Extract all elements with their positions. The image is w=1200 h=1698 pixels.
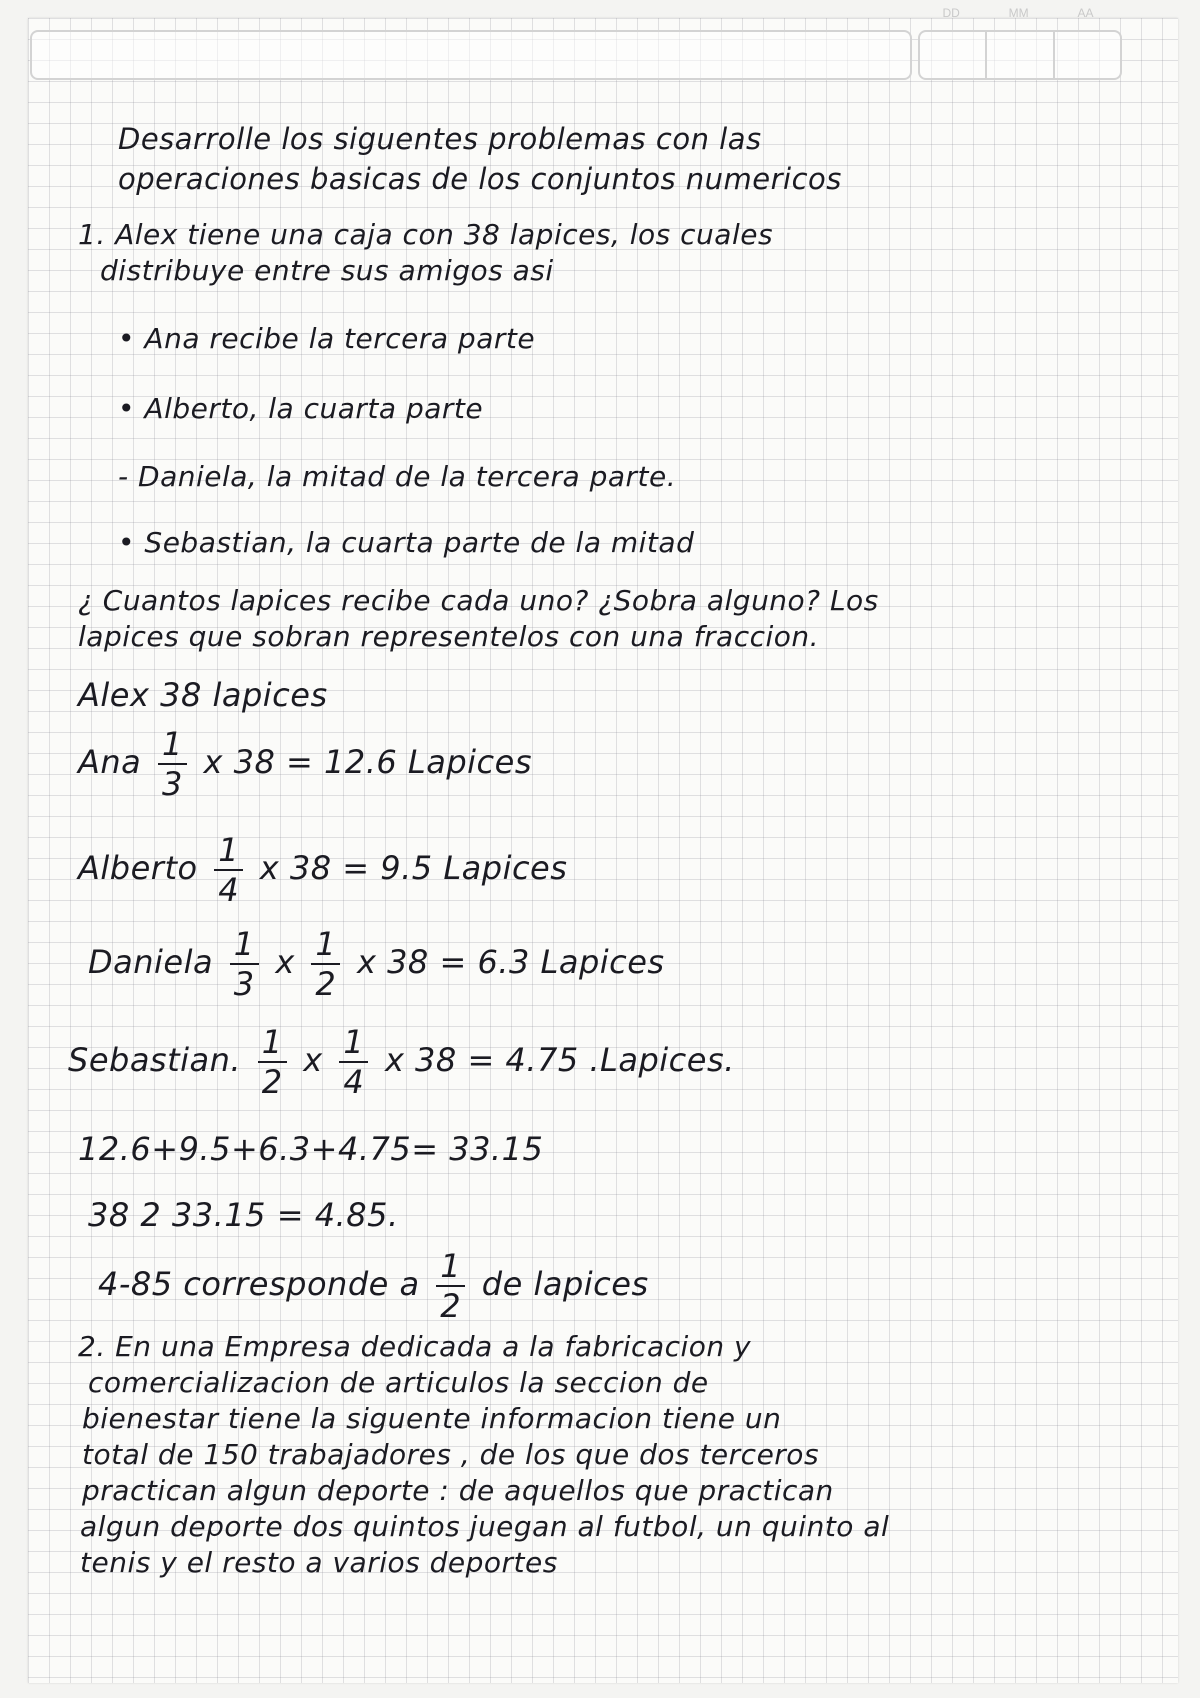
problem2-line-7: tenis y el resto a varios deportes [80,1546,558,1579]
question-line-1: ¿ Cuantos lapices recibe cada uno? ¿Sobra alguno? Los [78,584,879,617]
problem2-line-4: total de 150 trabajadores , de los que dos terceros [82,1438,820,1471]
problem2-line-2: comercializacion de articulos la seccion de [88,1366,709,1399]
bullet-ana: • Ana recibe la tercera parte [118,322,536,355]
ana-fraction [158,725,187,803]
daniela-operator: x [275,943,295,981]
alberto-fraction-den: 4 [218,871,240,909]
alex-line: Alex 38 lapices [78,676,328,714]
daniela-result: x 38 = 6.3 Lapices [356,943,665,981]
problem2-line-1: 2. En una Empresa dedicada a la fabricacion y [78,1330,752,1363]
problem2-line-3: bienestar tiene la siguente informacion tiene un [82,1402,782,1435]
sebastian-fraction-1 [258,1023,287,1101]
date-label-year: AA [1077,6,1094,20]
sebastian-fraction-1-den: 2 [261,1063,283,1101]
daniela-name: Daniela [88,943,214,981]
sebastian-fraction-2 [339,1023,368,1101]
intro-line-1: Desarrolle los siguentes problemas con las [118,122,762,156]
problem1-statement-1: 1. Alex tiene una caja con 38 lapices, los cuales [78,218,774,251]
daniela-fraction-1 [230,925,259,1003]
bullet-alberto: • Alberto, la cuarta parte [118,392,484,425]
intro-line-2: operaciones basicas de los conjuntos numericos [118,162,842,196]
ana-equation [78,725,532,803]
remainder-line [98,1247,649,1325]
daniela-fraction-2-num: 1 [315,925,337,963]
remainder-unit: de lapices [481,1265,649,1303]
problem2-line-5: practican algun deporte : de aquellos que practican [82,1474,834,1507]
sebastian-name: Sebastian. [68,1041,242,1079]
date-labels [918,6,1118,20]
alberto-result: x 38 = 9.5 Lapices [259,849,568,887]
ana-name: Ana [78,743,142,781]
alberto-name: Alberto [78,849,198,887]
date-cell-day [920,32,985,78]
daniela-fraction-2-den: 2 [315,965,337,1003]
header-title-box [30,30,912,80]
question-line-2: lapices que sobran representelos con una fraccion. [78,620,820,653]
sebastian-result: x 38 = 4.75 .Lapices. [384,1041,735,1079]
date-cell-year [1053,32,1120,78]
sebastian-equation [68,1023,735,1101]
subtraction-line: 38 2 33.15 = 4.85. [88,1196,399,1234]
alberto-fraction [214,831,243,909]
remainder-text: 4-85 corresponde a [98,1265,420,1303]
problem1-statement-2: distribuye entre sus amigos asi [100,254,554,287]
remainder-fraction [436,1247,465,1325]
date-cell-month [985,32,1052,78]
date-label-month: MM [1008,6,1029,20]
date-label-day: DD [942,6,960,20]
remainder-fraction-den: 2 [440,1287,462,1325]
header-date-box [918,30,1122,80]
daniela-fraction-2 [311,925,340,1003]
sum-line: 12.6+9.5+6.3+4.75= 33.15 [78,1130,544,1168]
alberto-equation [78,831,568,909]
problem2-line-6: algun deporte dos quintos juegan al futbol, un quinto al [80,1510,890,1543]
ana-fraction-den: 3 [161,765,183,803]
bullet-sebastian: • Sebastian, la cuarta parte de la mitad [118,526,695,559]
daniela-fraction-1-num: 1 [233,925,255,963]
ana-result: x 38 = 12.6 Lapices [203,743,532,781]
sebastian-operator: x [303,1041,323,1079]
daniela-fraction-1-den: 3 [233,965,255,1003]
daniela-equation [88,925,665,1003]
bullet-daniela: - Daniela, la mitad de la tercera parte. [118,460,677,493]
sebastian-fraction-2-den: 4 [343,1063,365,1101]
alberto-fraction-num: 1 [218,831,240,869]
remainder-fraction-num: 1 [440,1247,462,1285]
ana-fraction-num: 1 [161,725,183,763]
sebastian-fraction-2-num: 1 [343,1023,365,1061]
sebastian-fraction-1-num: 1 [261,1023,283,1061]
